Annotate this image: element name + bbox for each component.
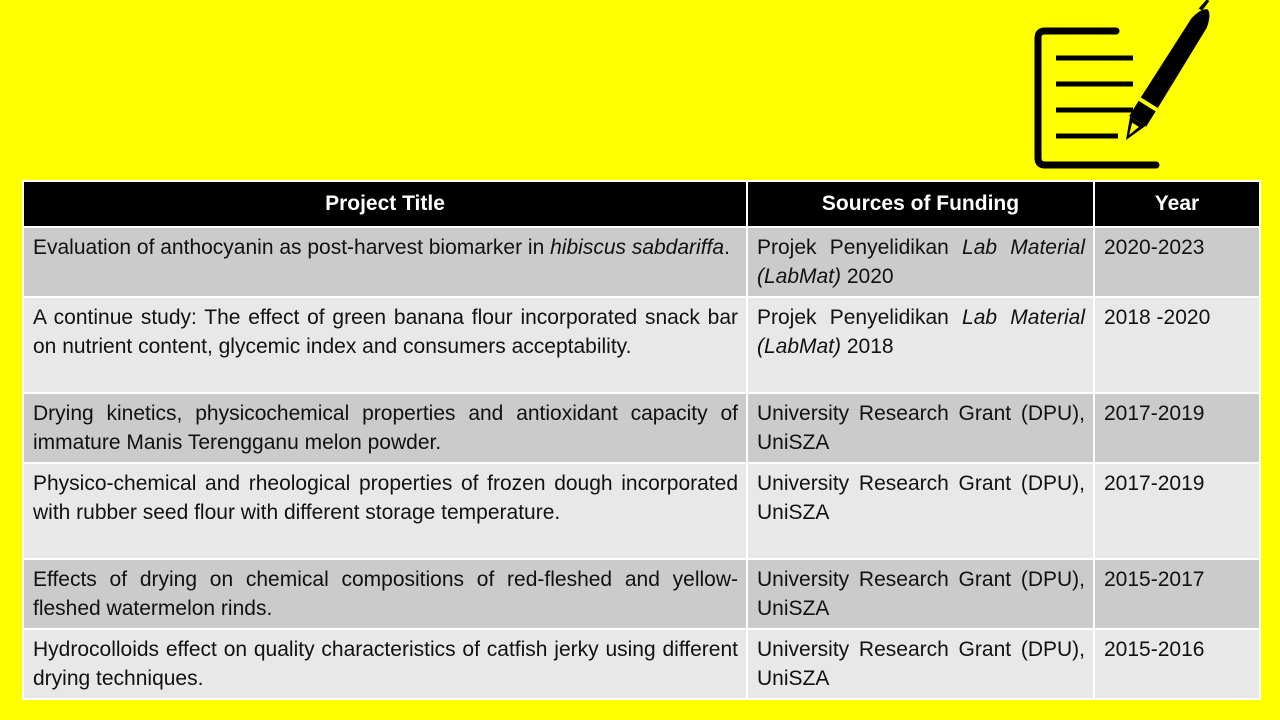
project-title-cell bbox=[23, 297, 747, 393]
project-title-cell bbox=[23, 393, 747, 463]
project-title-cell bbox=[23, 559, 747, 629]
header-sources-of-funding: Sources of Funding bbox=[747, 181, 1094, 227]
table-row bbox=[23, 629, 1260, 699]
table-row bbox=[23, 463, 1260, 559]
year-cell: 2020-2023 bbox=[1094, 227, 1260, 297]
project-title-cell-segment: Evaluation of anthocyanin as post-harvest biomarker in bbox=[33, 236, 551, 259]
table-row bbox=[23, 227, 1260, 297]
project-title-cell-segment: Effects of drying on chemical compositions of red-fleshed and yellow-fleshed watermelon rinds. bbox=[33, 568, 738, 620]
project-title-cell-segment: hibiscus sabdariffa bbox=[550, 236, 725, 259]
header-project-title: Project Title bbox=[23, 181, 747, 227]
year-cell: 2017-2019 bbox=[1094, 393, 1260, 463]
funding-cell bbox=[747, 559, 1094, 629]
table-row bbox=[23, 297, 1260, 393]
project-title-cell-segment: Hydrocolloids effect on quality characteristics of catfish jerky using different drying techniques. bbox=[33, 638, 738, 690]
funding-cell-segment: Lab Material (LabMat) bbox=[757, 306, 1085, 358]
funding-cell-segment: Lab Material (LabMat) bbox=[757, 236, 1085, 288]
funding-cell-segment: Projek Penyelidikan bbox=[757, 236, 963, 259]
year-cell: 2015-2016 bbox=[1094, 629, 1260, 699]
year-cell: 2018 -2020 bbox=[1094, 297, 1260, 393]
table-header-row bbox=[23, 181, 1260, 227]
funding-cell bbox=[747, 393, 1094, 463]
project-title-cell-segment: Drying kinetics, physicochemical properties and antioxidant capacity of immature Manis Terengganu melon powder. bbox=[33, 402, 738, 454]
document-pen-icon bbox=[1030, 0, 1220, 172]
funding-cell-segment: University Research Grant (DPU), UniSZA bbox=[757, 472, 1085, 524]
project-title-cell-segment: A continue study: The effect of green banana flour incorporated snack bar on nutrient content, glycemic index and consumers acceptability. bbox=[33, 306, 738, 358]
funding-cell-segment: 2020 bbox=[841, 265, 894, 288]
table-row bbox=[23, 559, 1260, 629]
funding-cell-segment: 2018 bbox=[841, 335, 894, 358]
funding-cell-segment: University Research Grant (DPU), UniSZA bbox=[757, 568, 1085, 620]
funding-cell bbox=[747, 463, 1094, 559]
funding-cell bbox=[747, 297, 1094, 393]
funding-cell bbox=[747, 629, 1094, 699]
project-title-cell-segment: . bbox=[724, 236, 730, 259]
project-title-cell bbox=[23, 227, 747, 297]
projects-table bbox=[22, 180, 1261, 700]
funding-cell bbox=[747, 227, 1094, 297]
year-cell: 2017-2019 bbox=[1094, 463, 1260, 559]
funding-cell-segment: University Research Grant (DPU), UniSZA bbox=[757, 638, 1085, 690]
header-year: Year bbox=[1094, 181, 1260, 227]
funding-cell-segment: Projek Penyelidikan bbox=[757, 306, 963, 329]
funding-cell-segment: University Research Grant (DPU), UniSZA bbox=[757, 402, 1085, 454]
project-title-cell bbox=[23, 629, 747, 699]
year-cell: 2015-2017 bbox=[1094, 559, 1260, 629]
project-title-cell-segment: Physico-chemical and rheological properties of frozen dough incorporated with rubber seed flour with different storage temperature. bbox=[33, 472, 738, 524]
project-title-cell bbox=[23, 463, 747, 559]
table-row bbox=[23, 393, 1260, 463]
